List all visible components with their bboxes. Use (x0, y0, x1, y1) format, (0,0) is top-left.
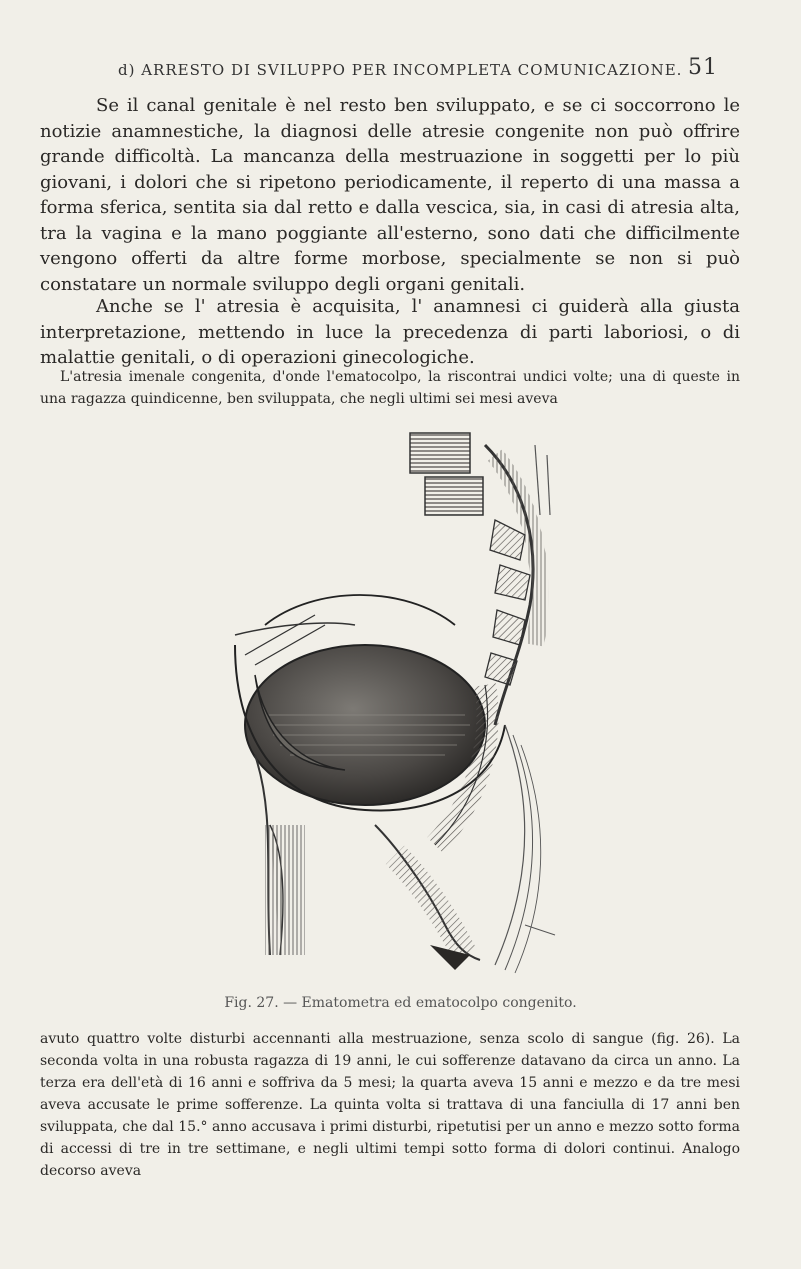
body-paragraph-2: Anche se l' atresia è acquisita, l' anamnesi ci guiderà alla giusta interpretazione, mettendo in luce la precedenza di parti laboriosi, o di malattie genitali, o di operazioni ginecologiche. (40, 296, 740, 368)
figure-caption: Fig. 27. — Ematometra ed ematocolpo congenito. (224, 995, 577, 1011)
figure-illustration (195, 425, 595, 985)
page-number: 51 (688, 55, 718, 80)
running-title: d) ARRESTO DI SVILUPPO PER INCOMPLETA COMUNICAZIONE. (118, 61, 683, 79)
anatomical-sagittal-section-icon (195, 425, 595, 985)
small-paragraph-1: L'atresia imenale congenita, d'onde l'ematocolpo, la riscontrai undici volte; una di queste in una ragazza quindicenne, ben sviluppata, che negli ultimi sei mesi aveva (40, 369, 740, 407)
small-paragraph-2: avuto quattro volte disturbi accennanti alla mestruazione, senza scolo di sangue (fig. 26). La seconda volta in una robusta ragazza di 19 anni, le cui sofferenze datavano da circa un anno. La terza era dell'età di 16 anni e soffriva da 5 mesi; la quarta aveva 15 anni e mezzo e da tre mesi aveva accusate le prime sofferenze. La quinta volta si trattava di una fanciulla di 17 anni ben sviluppata, che dal 15.° anno accusava i primi disturbi, ripetutisi per un anno e mezzo sotto forma di accessi di tre in tre settimane, e negli ultimi tempi sotto forma di dolori continui. Analogo decorso aveva (40, 1031, 740, 1179)
running-head (118, 55, 718, 85)
body-paragraph-1: Se il canal genitale è nel resto ben sviluppato, e se ci soccorrono le notizie anamnestiche, la diagnosi delle atresie congenite non può offrire grande difficoltà. La mancanza della mestruazione in soggetti per lo più giovani, i dolori che si ripetono periodicamente, il reperto di una massa a forma sferica, sentita sia dal retto e dalla vescica, sia, in casi di atresia alta, tra la vagina e la mano poggiante all'esterno, sono dati che difficilmente vengono offerti da altre forme morbose, specialmente se non si può constatare un normale sviluppo degli organi genitali. (40, 95, 740, 295)
